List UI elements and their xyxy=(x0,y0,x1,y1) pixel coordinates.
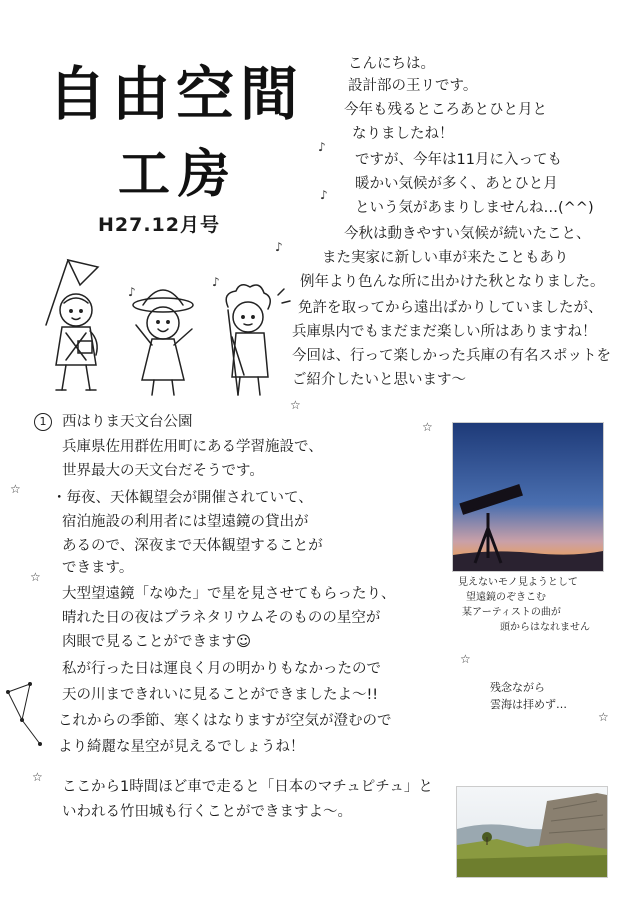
body-line: これからの季節、寒くはなりますが空気が澄むので xyxy=(58,713,392,729)
section-title: 西はりま天文台公園 xyxy=(62,414,193,430)
music-note-icon: ♪ xyxy=(275,240,283,254)
intro-line: こんにちは。 xyxy=(348,56,435,72)
body-line: 天の川まできれいに見ることができましたよ〜!! xyxy=(62,687,379,703)
body-line: 大型望遠鏡「なゆた」で星を見させてもらったり、 xyxy=(62,586,396,602)
star-icon: ☆ xyxy=(10,482,21,496)
star-icon: ☆ xyxy=(32,770,43,784)
photo-caption: 望遠鏡のぞきこむ xyxy=(466,592,546,603)
section-number: 1 xyxy=(34,413,52,431)
intro-line: 免許を取ってから遠出ばかりしていましたが、 xyxy=(298,300,603,316)
castle-ruins-photo xyxy=(456,786,608,878)
intro-line: ですが、今年は11月に入っても xyxy=(355,152,562,168)
body-line: できます。 xyxy=(62,560,134,576)
issue-label: H27.12月号 xyxy=(98,214,221,236)
intro-line: 今秋は動きやすい気候が続いたこと、 xyxy=(344,226,591,242)
body-line: ・毎夜、天体観望会が開催されていて、 xyxy=(52,490,313,506)
castle-caption: 残念ながら xyxy=(490,681,545,694)
photo-caption: 見えないモノ見ようとして xyxy=(458,577,578,588)
intro-line: 暖かい気候が多く、あとひと月 xyxy=(355,176,558,192)
photo-caption: 某アーティストの曲が xyxy=(462,607,561,618)
page-subtitle: 工房 xyxy=(118,144,239,205)
star-icon: ☆ xyxy=(422,420,433,434)
intro-line: なりましたね！ xyxy=(352,126,454,142)
intro-line: また実家に新しい車が来たこともあり xyxy=(322,250,569,266)
star-icon: ☆ xyxy=(30,570,41,584)
body-line: 肉眼で見ることができます☺ xyxy=(62,634,252,650)
intro-line: 例年より色んな所に出かけた秋となりました。 xyxy=(300,274,605,290)
constellation-doodle xyxy=(0,672,60,762)
star-icon: ☆ xyxy=(290,398,301,412)
telescope-photo xyxy=(452,422,604,572)
photo-caption: 頭からはなれません xyxy=(500,622,590,633)
music-note-icon: ♪ xyxy=(320,188,328,202)
page-title: 自由空間 xyxy=(48,60,305,128)
intro-line: 今年も残るところあとひと月と xyxy=(344,102,547,118)
star-icon: ☆ xyxy=(460,652,471,666)
body-line: 宿泊施設の利用者には望遠鏡の貸出が xyxy=(62,514,309,530)
intro-line: 設計部の王リです。 xyxy=(348,78,478,94)
body-line: 私が行った日は運良く月の明かりもなかったので xyxy=(62,661,381,677)
closing-line: いわれる竹田城も行くことができますよ〜。 xyxy=(62,804,352,820)
body-line: 晴れた日の夜はプラネタリウムそのものの星空が xyxy=(62,610,381,626)
body-line: 世界最大の天文台だそうです。 xyxy=(62,463,264,479)
body-line: あるので、深夜まで天体観望することが xyxy=(62,538,323,554)
intro-line: 今回は、行って楽しかった兵庫の有名スポットを xyxy=(292,348,611,364)
music-note-icon: ♪ xyxy=(212,275,220,289)
intro-line: という気があまりしませんね…(^^) xyxy=(355,200,594,216)
closing-line: ここから1時間ほど車で走ると「日本のマチュピチュ」と xyxy=(62,779,433,795)
star-icon: ☆ xyxy=(598,710,609,724)
music-note-icon: ♪ xyxy=(318,140,326,154)
body-line: より綺麗な星空が見えるでしょうね！ xyxy=(58,739,305,755)
music-note-icon: ♪ xyxy=(128,285,136,299)
body-line: 兵庫県佐用群佐用町にある学習施設で、 xyxy=(62,439,323,455)
intro-line: 兵庫県内でもまだまだ楽しい所はありますね！ xyxy=(292,324,597,340)
cartoon-figures-illustration xyxy=(28,255,298,400)
castle-caption: 雲海は拝めず… xyxy=(490,698,567,711)
intro-line: ご紹介したいと思います〜 xyxy=(292,372,466,388)
